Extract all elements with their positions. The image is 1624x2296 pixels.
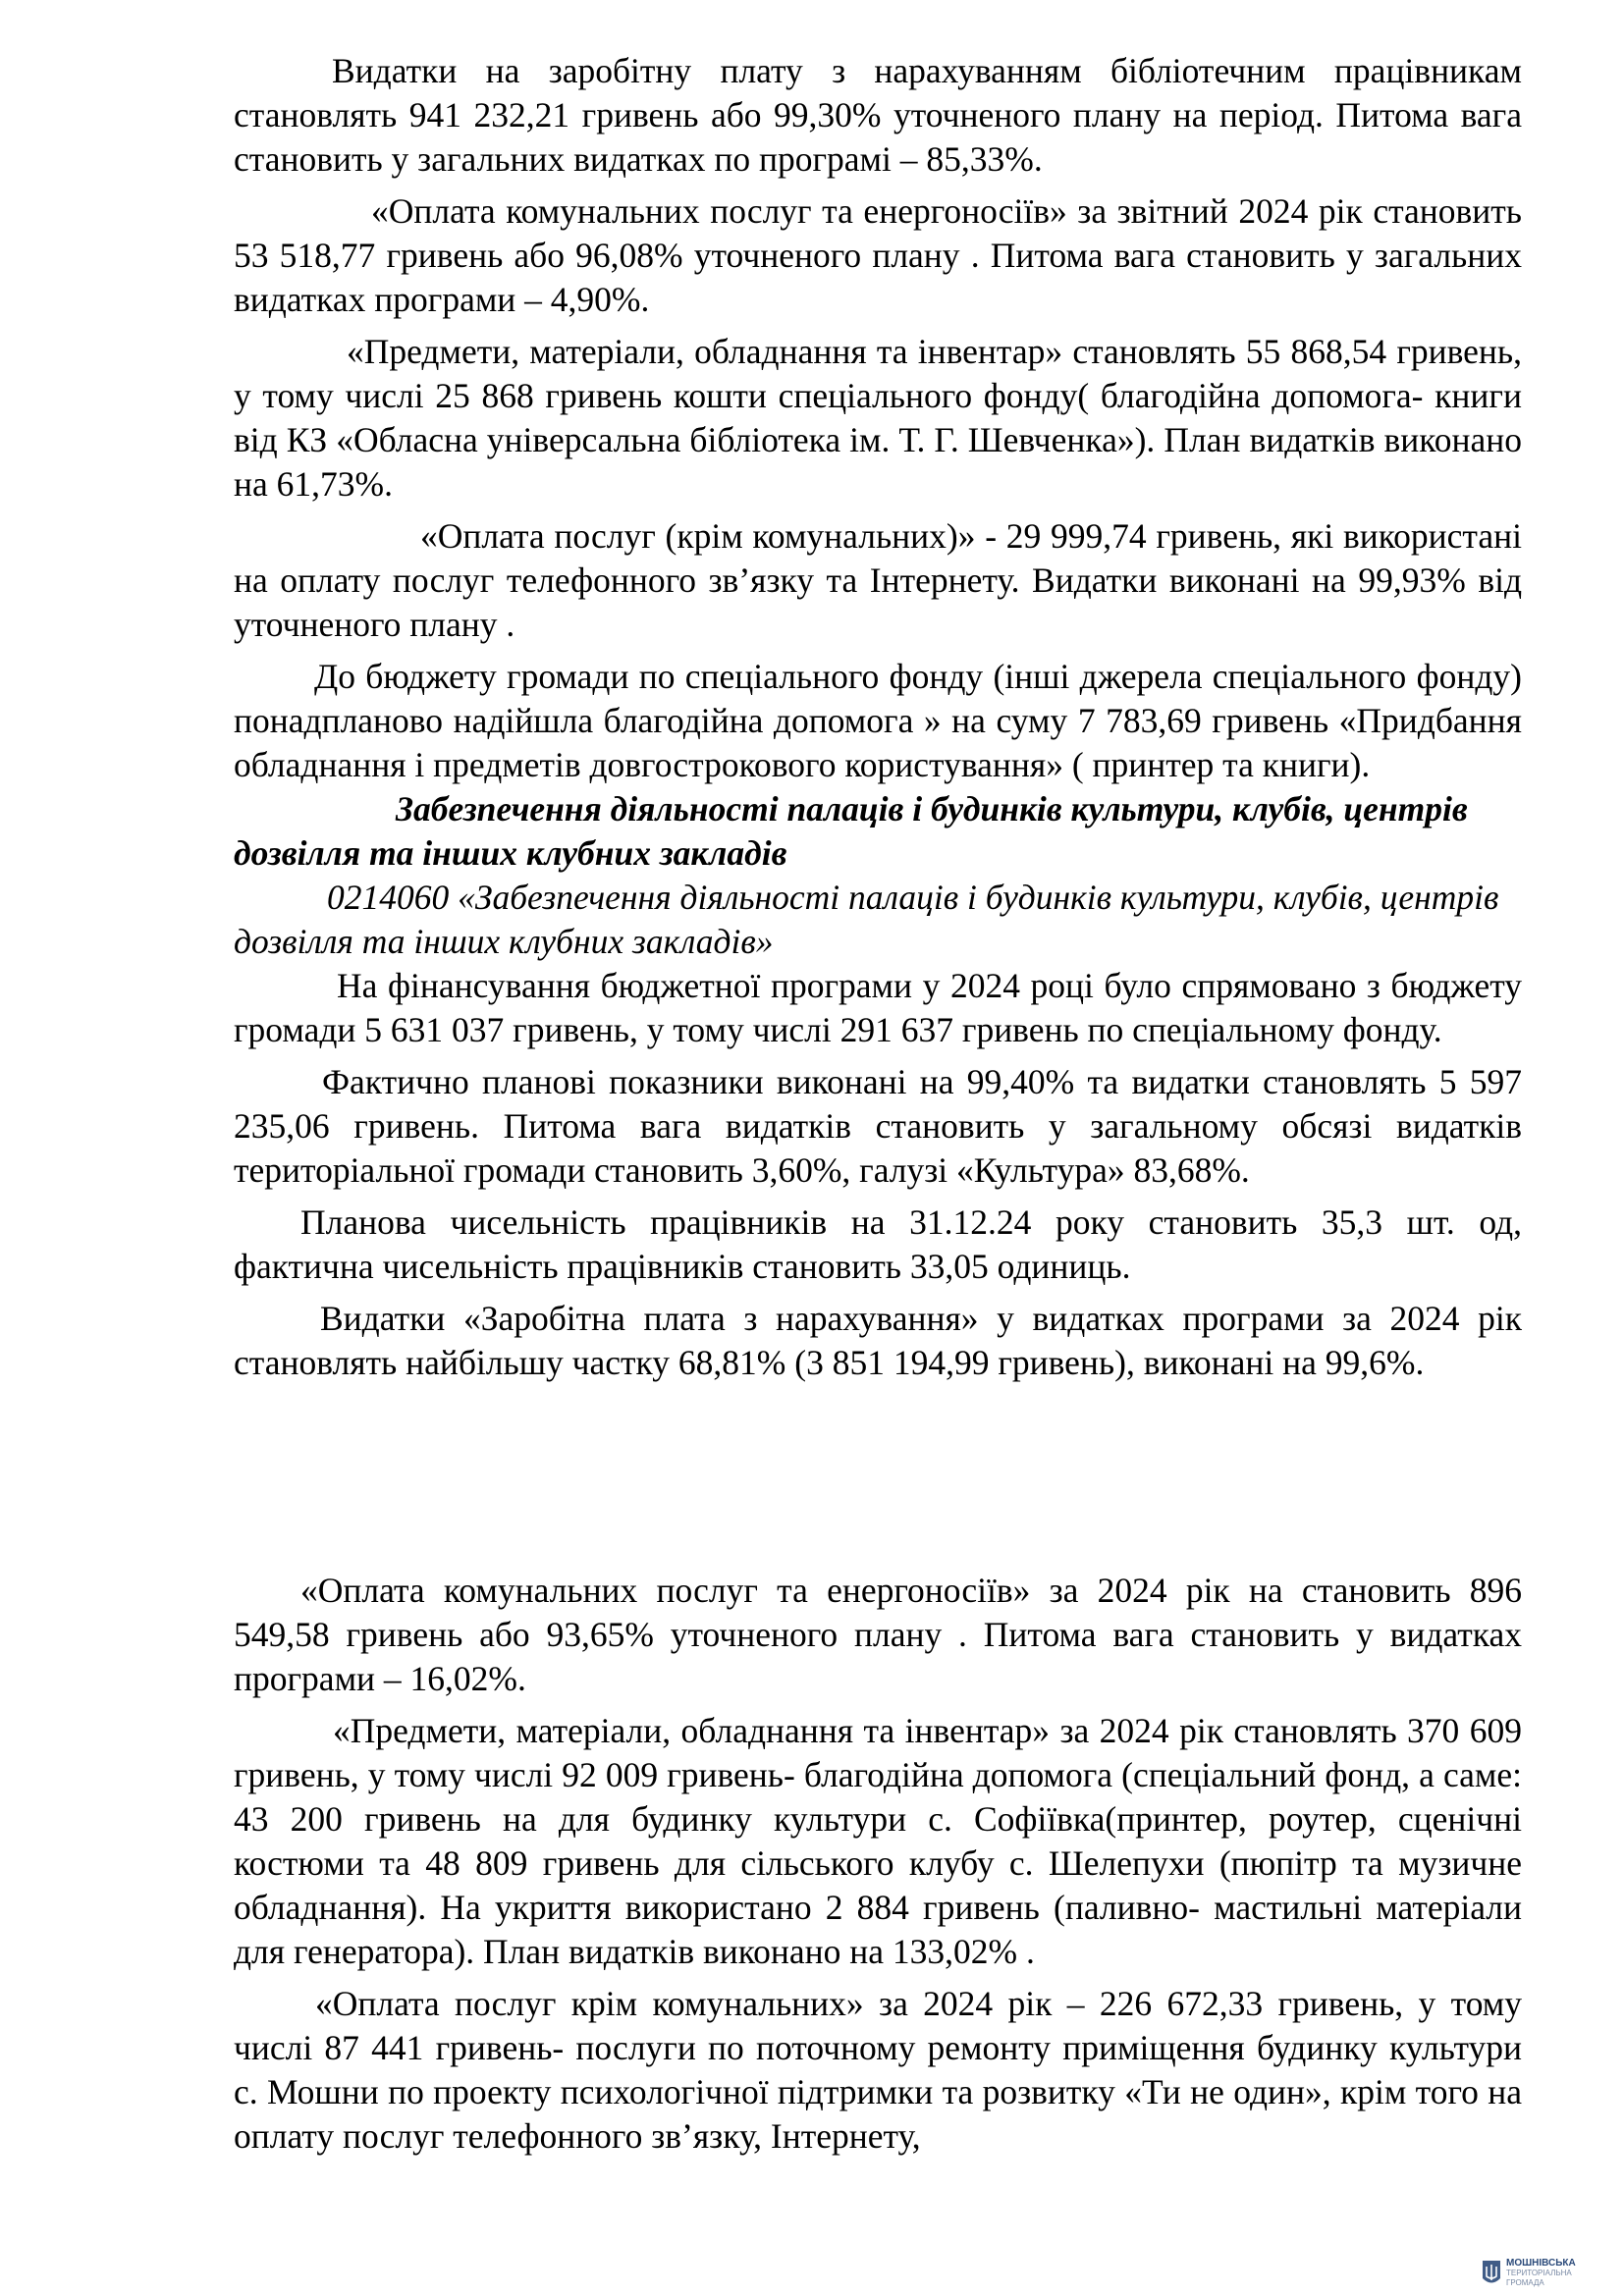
paragraph-staff-count: Планова чисельність працівників на 31.12.24 року становить 35,3 шт. од, фактична чисельність працівників становить 33,05 одиниць.	[234, 1202, 1522, 1286]
paragraph-library-utilities: «Оплата комунальних послуг та енергоносіїв» за звітний 2024 рік становить 53 518,77 гривень або 96,08% уточненого плану . Питома вага становить у загальних видатках програми – 4,90%.	[234, 191, 1522, 319]
paragraph-special-fund: До бюджету громади по спеціального фонду (інші джерела спеціального фонду) понадпланово надійшла благодійна допомога » на суму 7 783,69 гривень «Придбання обладнання і предметів довгострокового користування» ( принтер та книги).	[234, 657, 1522, 784]
trident-icon	[1481, 2259, 1502, 2288]
document-page	[234, 49, 1522, 2159]
paragraph-library-salary: Видатки на заробітну плату з нарахуванням бібліотечним працівникам становлять 941 232,21 гривень або 99,30% уточненого плану на період. Питома вага становить у загальних видатках по програмі – 85,33%.	[234, 51, 1522, 179]
section-heading: Забезпечення діяльності палаців і будинків культури, клубів, центрів дозвілля та інших клубних закладів	[234, 789, 1468, 873]
logo-line-3: ГРОМАДА	[1506, 2278, 1544, 2287]
paragraph-culture-utilities: «Оплата комунальних послуг та енергоносіїв» за 2024 рік на становить 896 549,58 гривень або 93,65% уточненого плану . Питома вага становить у видатках програми – 16,02%.	[234, 1571, 1522, 1698]
logo-line-1: МОШНІВСЬКА	[1506, 2258, 1576, 2269]
logo-text	[1506, 2259, 1576, 2288]
paragraph-culture-materials: «Предмети, матеріали, обладнання та інвентар» за 2024 рік становлять 370 609 гривень, у тому числі 92 009 гривень- благодійна допомога (спеціальний фонд, а саме: 43 200 гривень на для будинку культури с. Софіївка(принтер, роутер, сценічні костюми та 48 809 гривень для сільського клубу с. Шелепухи (пюпітр та музичне обладнання). На укриття використано 2 884 гривень (паливно- мастильні матеріали для генератора). План видатків виконано на 133,02% .	[234, 1711, 1522, 1971]
logo-line-2: ТЕРИТОРІАЛЬНА	[1506, 2269, 1572, 2277]
paragraph-actual-indicators: Фактично планові показники виконані на 99,40% та видатки становлять 5 597 235,06 гривень. Питома вага видатків становить у загальному обсязі видатків територіальної громади становить 3,60%, галузі «Культура» 83,68%.	[234, 1062, 1522, 1190]
municipality-logo	[1481, 2251, 1624, 2296]
paragraph-library-materials: «Предмети, матеріали, обладнання та інвентар» становлять 55 868,54 гривень, у тому числі 25 868 гривень кошти спеціального фонду( благодійна допомога- книги від КЗ «Обласна універсальна бібліотека ім. Т. Г. Шевченка»). План видатків виконано на 61,73%.	[234, 332, 1522, 504]
paragraph-culture-salary: Видатки «Заробітна плата з нарахування» у видатках програми за 2024 рік становлять найбільшу частку 68,81% (3 851 194,99 гривень), виконані на 99,6%.	[234, 1299, 1522, 1382]
paragraph-library-services: «Оплата послуг (крім комунальних)» - 29 999,74 гривень, які використані на оплату послуг телефонного зв’язку та Інтернету. Видатки виконані на 99,93% від уточненого плану .	[234, 516, 1522, 644]
paragraph-culture-services: «Оплата послуг крім комунальних» за 2024 рік – 226 672,33 гривень, у тому числі 87 441 гривень- послуги по поточному ремонту приміщення будинку культури с. Мошни по проекту психологічної підтримки та розвитку «Ти не один», крім того на оплату послуг телефонного зв’язку, Інтернету,	[234, 1984, 1522, 2156]
paragraph-financing: На фінансування бюджетної програми у 2024 році було спрямовано з бюджету громади 5 631 037 гривень, у тому числі 291 637 гривень по спеціальному фонду.	[234, 966, 1522, 1049]
program-code-title: 0214060 «Забезпечення діяльності палаців і будинків культури, клубів, центрів дозвілля та інших клубних закладів»	[234, 878, 1499, 961]
